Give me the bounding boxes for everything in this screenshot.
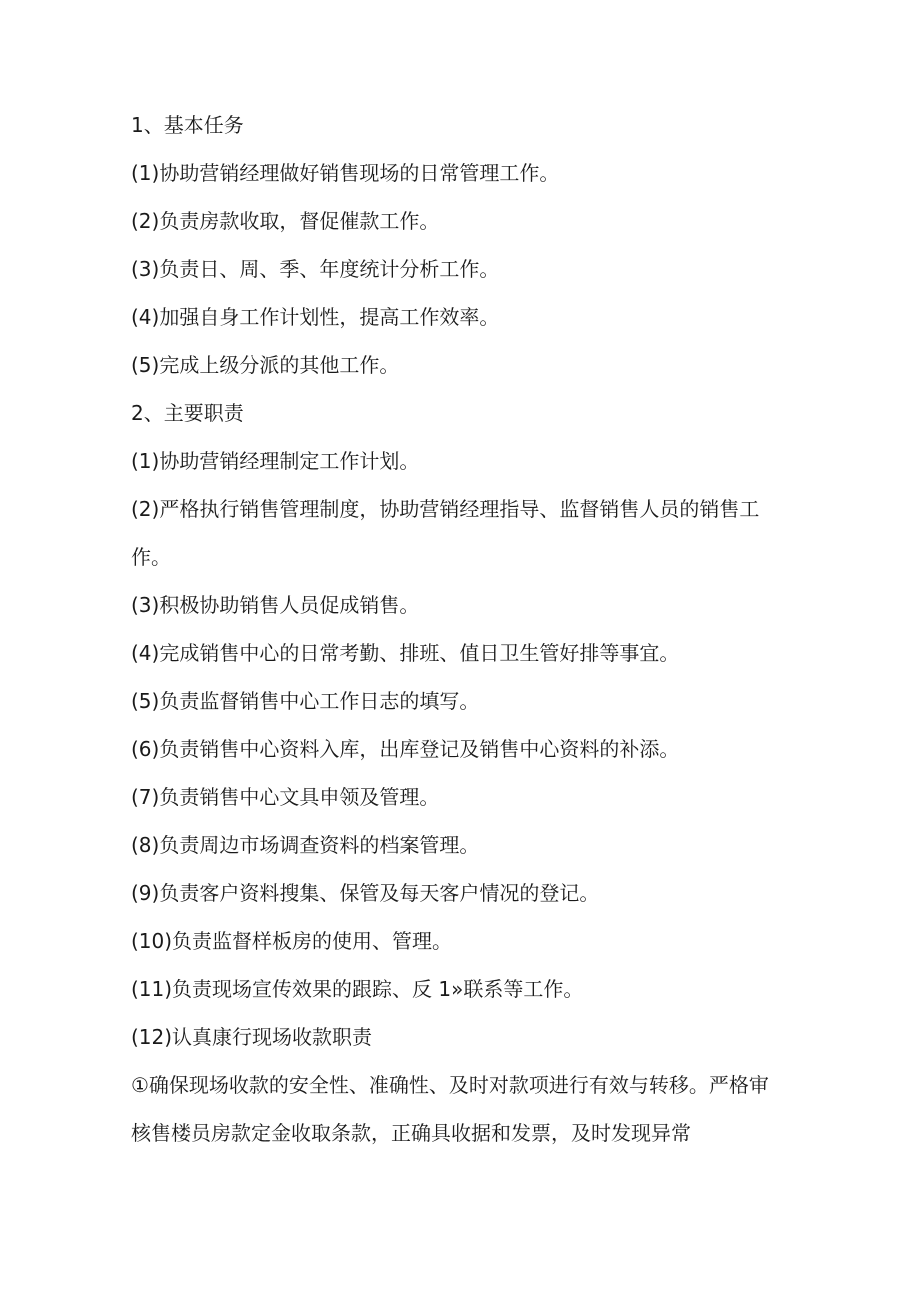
list-item: (2)严格执行销售管理制度，协助营销经理指导、监督销售人员的销售工 [131, 497, 760, 521]
list-item: (12)认真康行现场收款职责 [131, 1025, 373, 1049]
list-item: (1)协助营销经理制定工作计划。 [131, 449, 420, 473]
list-item: (11)负责现场宣传效果的跟踪、反 1»联系等工作。 [131, 977, 584, 1001]
list-item: (5)完成上级分派的其他工作。 [131, 353, 400, 377]
list-item: (1)协助营销经理做好销售现场的日常管理工作。 [131, 161, 560, 185]
list-item: (5)负责监督销售中心工作日志的填写。 [131, 689, 480, 713]
section-heading-basic-tasks: 1、基本任务 [131, 113, 244, 137]
list-item: (2)负责房款收取，督促催款工作。 [131, 209, 440, 233]
paragraph-line: ①确保现场收款的安全性、准确性、及时对款项进行有效与转移。严格审 [131, 1073, 769, 1097]
document-body [131, 113, 791, 1169]
list-item: (10)负责监督样板房的使用、管理。 [131, 929, 453, 953]
list-item-continuation: 作。 [131, 545, 171, 569]
list-item: (4)完成销售中心的日常考勤、排班、值日卫生管好排等事宜。 [131, 641, 680, 665]
list-item: (6)负责销售中心资料入库，出库登记及销售中心资料的补添。 [131, 737, 680, 761]
list-item: (9)负责客户资料搜集、保管及每天客户情况的登记。 [131, 881, 600, 905]
list-item: (4)加强自身工作计划性，提高工作效率。 [131, 305, 500, 329]
list-item: (8)负责周边市场调查资料的档案管理。 [131, 833, 480, 857]
list-item: (7)负责销售中心文具申领及管理。 [131, 785, 440, 809]
list-item: (3)负责日、周、季、年度统计分析工作。 [131, 257, 500, 281]
paragraph-line: 核售楼员房款定金收取条款，正确具收据和发票，及时发现异常 [131, 1121, 691, 1145]
section-heading-main-duties: 2、主要职责 [131, 401, 244, 425]
list-item: (3)积极协助销售人员促成销售。 [131, 593, 420, 617]
